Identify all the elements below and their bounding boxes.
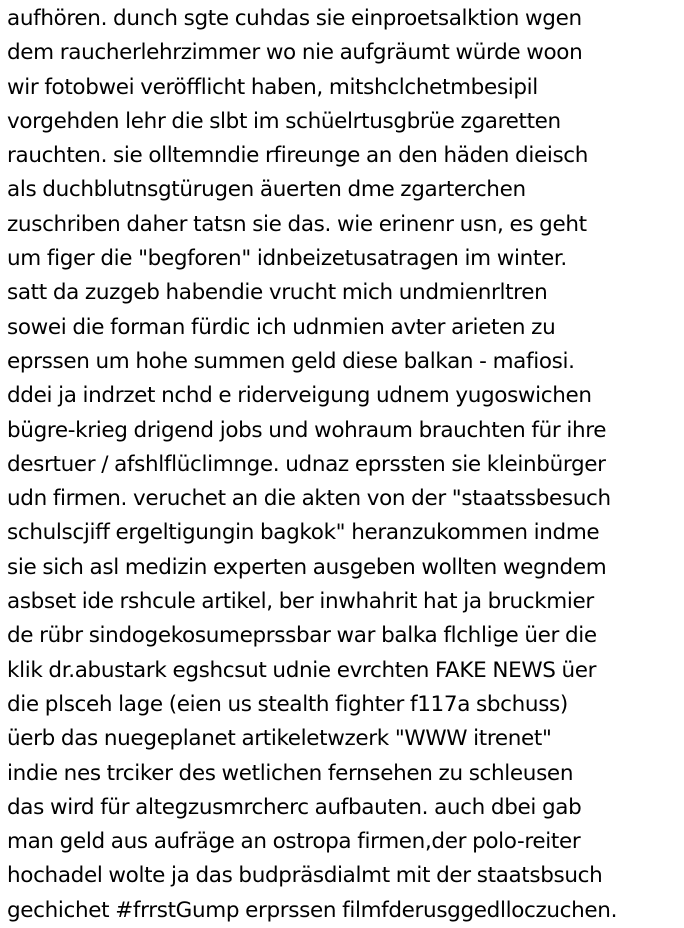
text-line: wir fotobwei veröfflicht haben, mitshclchetmbesipil [7,74,538,100]
text-line: sie sich asl medizin experten ausgeben wollten wegndem [7,554,607,580]
text-line: man geld aus aufräge an ostropa firmen,der polo-reiter [7,829,581,855]
text-line: klik dr.abustark egshcsut udnie evrchten FAKE NEWS üer [7,657,597,683]
text-line: als duchblutnsgtürugen äuerten dme zgarterchen [7,177,526,203]
text-line: das wird für altegzusmrcherc aufbauten. auch dbei gab [7,794,582,820]
text-line: üerb das nuegeplanet artikeletwzerk "WWW itrenet" [7,726,552,752]
text-line: schulscjiff ergeltigungin bagkok" heranzukommen indme [7,520,600,546]
text-line: um figer die "begforen" idnbeizetusatragen im winter. [7,246,567,272]
text-line: zuschriben daher tatsn sie das. wie erinenr usn, es geht [7,211,587,237]
text-line: aufhören. dunch sgte cuhdas sie einproetsalktion wgen [7,6,582,31]
text-line: vorgehden lehr die slbt im schüelrtusgbrüe zgaretten [7,108,561,134]
text-line: de rübr sindogekosumeprssbar war balka flchlige üer die [7,623,597,649]
text-line: udn firmen. veruchet an die akten von der "staatssbesuch [7,486,611,512]
text-line: satt da zuzgeb habendie vrucht mich undmienrltren [7,280,548,306]
text-line: gechichet #frrstGump erprssen filmfderusggedlloczuchen. [7,897,618,923]
text-line: sowei die forman fürdic ich udnmien avter arieten zu [7,314,556,340]
text-line: eprssen um hohe summen geld diese balkan - mafiosi. [7,348,575,374]
document-text [7,2,683,928]
text-line: desrtuer / afshlflüclimnge. udnaz eprssten sie kleinbürger [7,451,606,477]
text-line: ddei ja indrzet nchd e riderveigung udnem yugoswichen [7,383,592,409]
text-line: indie nes trciker des wetlichen fernsehen zu schleusen [7,760,574,786]
text-line: dem raucherlehrzimmer wo nie aufgräumt würde woon [7,40,583,66]
text-line: bügre-krieg drigend jobs und wohraum brauchten für ihre [7,417,607,443]
text-line: rauchten. sie olltemndie rfireunge an den häden dieisch [7,143,589,169]
text-line: hochadel wolte ja das budpräsdialmt mit der staatsbsuch [7,863,603,889]
text-line: die plsceh lage (eien us stealth fighter f117a sbchuss) [7,691,568,717]
text-line: asbset ide rshcule artikel, ber inwhahrit hat ja bruckmier [7,589,594,615]
